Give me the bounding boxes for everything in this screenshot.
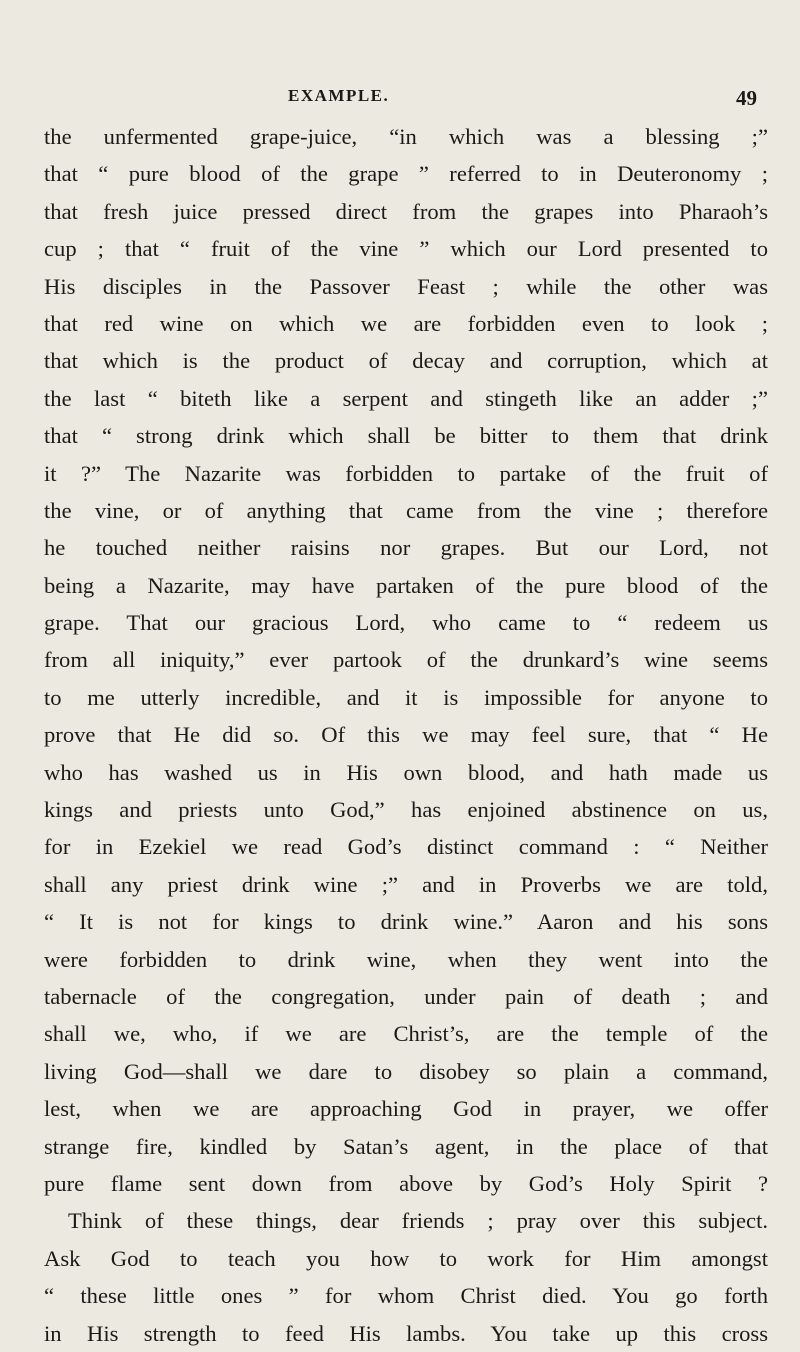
paragraph-start-line: Think of these things, dear friends ; pray over this subject. xyxy=(68,1208,768,1234)
text-line: “ these little ones ” for whom Christ died. You go forth xyxy=(44,1283,768,1309)
text-line: kings and priests unto God,” has enjoined abstinence on us, xyxy=(44,797,768,823)
text-line: that fresh juice pressed direct from the grapes into Pharaoh’s xyxy=(44,198,768,224)
text-line: that which is the product of decay and corruption, which at xyxy=(44,348,768,374)
text-line: in His strength to feed His lambs. You take up this cross xyxy=(44,1320,768,1346)
text-line: from all iniquity,” ever partook of the drunkard’s wine seems xyxy=(44,647,768,673)
text-line: His disciples in the Passover Feast ; while the other was xyxy=(44,273,768,299)
text-line: strange fire, kindled by Satan’s agent, in the place of that xyxy=(44,1133,768,1159)
text-line: grape. That our gracious Lord, who came to “ redeem us xyxy=(44,610,768,636)
text-line: were forbidden to drink wine, when they went into the xyxy=(44,946,768,972)
text-line: he touched neither raisins nor grapes. But our Lord, not xyxy=(44,535,768,561)
page-number: 49 xyxy=(736,86,757,110)
text-line: who has washed us in His own blood, and hath made us xyxy=(44,759,768,785)
text-line: lest, when we are approaching God in prayer, we offer xyxy=(44,1096,768,1122)
text-line: the vine, or of anything that came from the vine ; therefore xyxy=(44,497,768,523)
text-line: shall we, who, if we are Christ’s, are the temple of the xyxy=(44,1021,768,1047)
text-line: being a Nazarite, may have partaken of the pure blood of the xyxy=(44,572,768,598)
text-line: the last “ biteth like a serpent and stingeth like an adder ;” xyxy=(44,385,768,411)
text-line: living God—shall we dare to disobey so plain a command, xyxy=(44,1058,768,1084)
running-head-title: EXAMPLE. xyxy=(288,86,390,105)
text-line: cup ; that “ fruit of the vine ” which our Lord presented to xyxy=(44,236,768,262)
text-line: Ask God to teach you how to work for Him amongst xyxy=(44,1245,768,1271)
text-line: that red wine on which we are forbidden even to look ; xyxy=(44,310,768,336)
running-head xyxy=(0,86,800,110)
text-line: to me utterly incredible, and it is impossible for anyone to xyxy=(44,684,768,710)
text-line: pure flame sent down from above by God’s Holy Spirit ? xyxy=(44,1170,768,1196)
text-line: for in Ezekiel we read God’s distinct command : “ Neither xyxy=(44,834,768,860)
text-line: prove that He did so. Of this we may feel sure, that “ He xyxy=(44,722,768,748)
text-line: it ?” The Nazarite was forbidden to partake of the fruit of xyxy=(44,460,768,486)
text-line: “ It is not for kings to drink wine.” Aaron and his sons xyxy=(44,909,768,935)
text-line: the unfermented grape-juice, “in which was a blessing ;” xyxy=(44,124,768,149)
text-line: that “ strong drink which shall be bitter to them that drink xyxy=(44,423,768,449)
text-line: shall any priest drink wine ;” and in Proverbs we are told, xyxy=(44,871,768,897)
text-line: that “ pure blood of the grape ” referred to in Deuteronomy ; xyxy=(44,161,768,187)
body-text xyxy=(44,118,768,1352)
text-line: tabernacle of the congregation, under pain of death ; and xyxy=(44,983,768,1009)
